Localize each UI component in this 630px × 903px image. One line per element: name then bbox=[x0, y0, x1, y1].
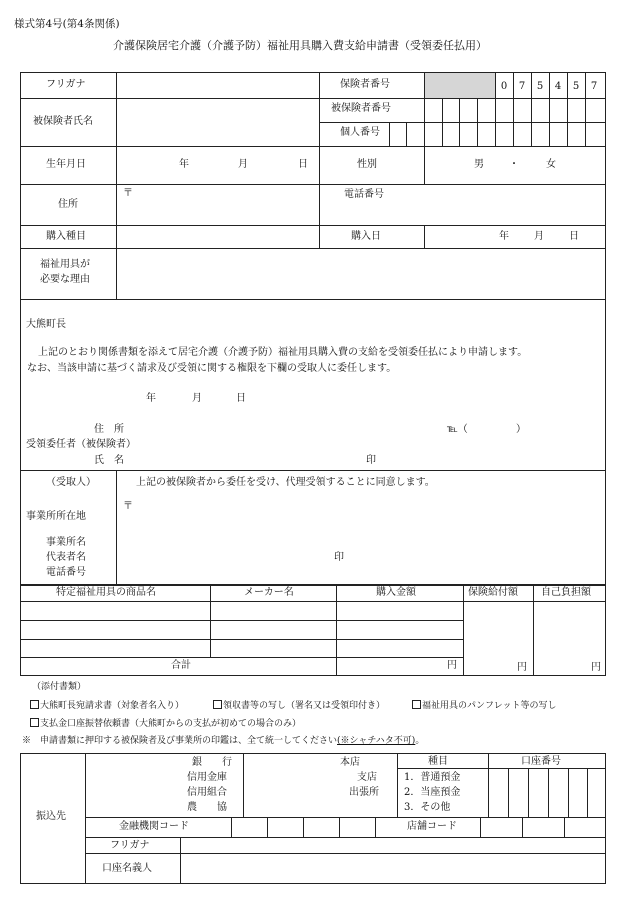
delegator-name-label: 氏 名 bbox=[94, 455, 124, 466]
checkbox[interactable] bbox=[30, 700, 39, 709]
purchase-date-label: 購入日 bbox=[351, 231, 381, 242]
delegator-label: 受領委任者（被保険者） bbox=[26, 439, 136, 450]
insurer-digit: 5 bbox=[572, 81, 580, 92]
holder-furigana-input[interactable] bbox=[182, 839, 604, 852]
reason-label-line2: 必要な理由 bbox=[40, 274, 90, 285]
account-number-label: 口座番号 bbox=[521, 756, 561, 767]
col-header-self-pay: 自己負担額 bbox=[541, 587, 591, 598]
bank-type-agri[interactable]: 農 協 bbox=[187, 802, 227, 813]
account-type-2[interactable]: 2．当座預金 bbox=[404, 787, 461, 798]
account-type-label: 種目 bbox=[428, 756, 448, 767]
birth-day-unit: 日 bbox=[298, 159, 308, 170]
furigana-label: フリガナ bbox=[46, 79, 86, 90]
postal-mark: 〒 bbox=[123, 188, 133, 199]
attachment-item-3-label: 福祉用具のパンフレット等の写し bbox=[422, 701, 557, 711]
insurer-digit: 7 bbox=[590, 81, 598, 92]
purchase-type-input[interactable] bbox=[118, 227, 317, 246]
delegator-seal: 印 bbox=[366, 455, 376, 466]
delegator-tel-close: ） bbox=[516, 424, 526, 435]
attachment-item-1[interactable] bbox=[30, 700, 184, 711]
recipient-postal-mark: 〒 bbox=[123, 501, 133, 512]
recipient-phone-label: 電話番号 bbox=[46, 567, 86, 578]
checkbox[interactable] bbox=[30, 718, 39, 727]
item-row-input[interactable] bbox=[22, 603, 208, 619]
purchase-type-label: 購入種目 bbox=[46, 231, 86, 242]
seal-note-underlined: (※シャチハタ不可) bbox=[337, 736, 416, 746]
furigana-input[interactable] bbox=[118, 74, 317, 96]
insurer-number-label: 保険者番号 bbox=[340, 79, 390, 90]
personal-number-label: 個人番号 bbox=[340, 127, 380, 138]
sex-male-option[interactable]: 男 bbox=[474, 159, 484, 170]
form-title: 介護保険居宅介護（介護予防）福祉用具購入費支給申請書（受領委任払用） bbox=[113, 39, 487, 52]
branch-type-head[interactable]: 本店 bbox=[340, 757, 360, 768]
insurer-digit: 0 bbox=[500, 81, 508, 92]
institution-code-label: 金融機関コード bbox=[119, 821, 189, 832]
purchase-day-unit: 日 bbox=[569, 231, 579, 242]
self-pay-yen: 円 bbox=[591, 662, 601, 673]
total-amount-yen: 円 bbox=[447, 660, 457, 671]
declaration-line1: 上記のとおり関係書類を添えて居宅介護（介護予防）福祉用具購入費の支給を受領委任払により申請します。 bbox=[38, 347, 528, 358]
account-type-1[interactable]: 1．普通預金 bbox=[404, 772, 461, 783]
office-location-label: 事業所所在地 bbox=[26, 511, 86, 522]
seal-note-text: ※ 申請書類に押印する被保険者及び事業所の印鑑は、全て統一してください bbox=[22, 736, 338, 746]
insured-name-input[interactable] bbox=[118, 100, 317, 144]
attachment-item-2[interactable] bbox=[213, 700, 385, 711]
recipient-consent: 上記の被保険者から委任を受け、代理受領することに同意します。 bbox=[136, 477, 435, 488]
attachment-item-4-label: 支払金口座振替依頼書（大熊町からの支払が初めての場合のみ） bbox=[40, 719, 302, 729]
branch-type-branch[interactable]: 支店 bbox=[357, 772, 377, 783]
attachment-item-3[interactable] bbox=[412, 700, 557, 711]
col-header-product: 特定福祉用具の商品名 bbox=[56, 587, 156, 598]
address-label: 住所 bbox=[58, 199, 78, 210]
insured-name-label: 被保険者氏名 bbox=[33, 116, 93, 127]
form-number: 様式第4号(第4条関係) bbox=[14, 18, 120, 30]
reason-label-line1: 福祉用具が bbox=[40, 259, 90, 270]
recipient-seal: 印 bbox=[334, 552, 344, 563]
bank-type-bank[interactable]: 銀 行 bbox=[192, 757, 232, 768]
attachment-item-4[interactable] bbox=[30, 718, 301, 729]
delegator-address-label: 住 所 bbox=[94, 424, 124, 435]
attachments-heading: （添付書類） bbox=[32, 682, 87, 692]
sex-separator: ・ bbox=[509, 159, 519, 170]
transfer-to-label: 振込先 bbox=[36, 811, 66, 822]
purchase-month-unit: 月 bbox=[534, 231, 544, 242]
seal-note bbox=[22, 737, 424, 746]
account-holder-input[interactable] bbox=[182, 855, 604, 882]
main-form-frame bbox=[20, 72, 606, 585]
attachment-item-1-label: 大熊町長宛請求書（対象者名入り） bbox=[40, 701, 185, 711]
col-header-insurance: 保険給付額 bbox=[468, 587, 518, 598]
bank-type-credit-bank[interactable]: 信用金庫 bbox=[187, 772, 227, 783]
total-label: 合計 bbox=[171, 660, 191, 671]
checkbox[interactable] bbox=[213, 700, 222, 709]
holder-furigana-label: フリガナ bbox=[110, 840, 150, 851]
insurer-digit: 7 bbox=[518, 81, 526, 92]
recipient-label: （受取人） bbox=[46, 477, 96, 488]
declaration-day-unit: 日 bbox=[236, 393, 246, 404]
sex-female-option[interactable]: 女 bbox=[546, 159, 556, 170]
branch-code-label: 店舗コード bbox=[407, 821, 457, 832]
insurer-digit: 5 bbox=[536, 81, 544, 92]
insurer-digit: 4 bbox=[554, 81, 562, 92]
branch-type-sub[interactable]: 出張所 bbox=[349, 787, 379, 798]
phone-label: 電話番号 bbox=[344, 189, 384, 200]
declaration-line2: なお、当該申請に基づく請求及び受領に関する権限を下欄の受取人に委任します。 bbox=[27, 363, 397, 374]
reason-input[interactable] bbox=[118, 250, 604, 297]
sex-label: 性別 bbox=[357, 159, 377, 170]
birth-date-label: 生年月日 bbox=[46, 159, 86, 170]
insured-number-label: 被保険者番号 bbox=[331, 103, 391, 114]
item-row-input[interactable] bbox=[22, 641, 208, 656]
account-type-3[interactable]: 3．その他 bbox=[404, 802, 451, 813]
declaration-month-unit: 月 bbox=[192, 393, 202, 404]
account-holder-label: 口座名義人 bbox=[102, 863, 152, 874]
delegator-tel-label: ℡（ bbox=[447, 424, 468, 435]
representative-label: 代表者名 bbox=[46, 552, 86, 563]
col-header-maker: メーカー名 bbox=[244, 587, 294, 598]
bank-type-credit-union[interactable]: 信用組合 bbox=[187, 787, 227, 798]
purchase-year-unit: 年 bbox=[499, 231, 509, 242]
item-row-input[interactable] bbox=[22, 622, 208, 638]
seal-note-suffix: 。 bbox=[415, 736, 425, 746]
birth-year-unit: 年 bbox=[179, 159, 189, 170]
declaration-year-unit: 年 bbox=[146, 393, 156, 404]
insurance-yen: 円 bbox=[517, 662, 527, 673]
attachment-item-2-label: 領収書等の写し（署名又は受領印付き） bbox=[223, 701, 386, 711]
insurer-number-shaded bbox=[425, 73, 495, 98]
col-header-amount: 購入金額 bbox=[376, 587, 416, 598]
birth-month-unit: 月 bbox=[238, 159, 248, 170]
addressee: 大熊町長 bbox=[26, 319, 66, 330]
checkbox[interactable] bbox=[412, 700, 421, 709]
office-name-label: 事業所名 bbox=[46, 537, 86, 548]
